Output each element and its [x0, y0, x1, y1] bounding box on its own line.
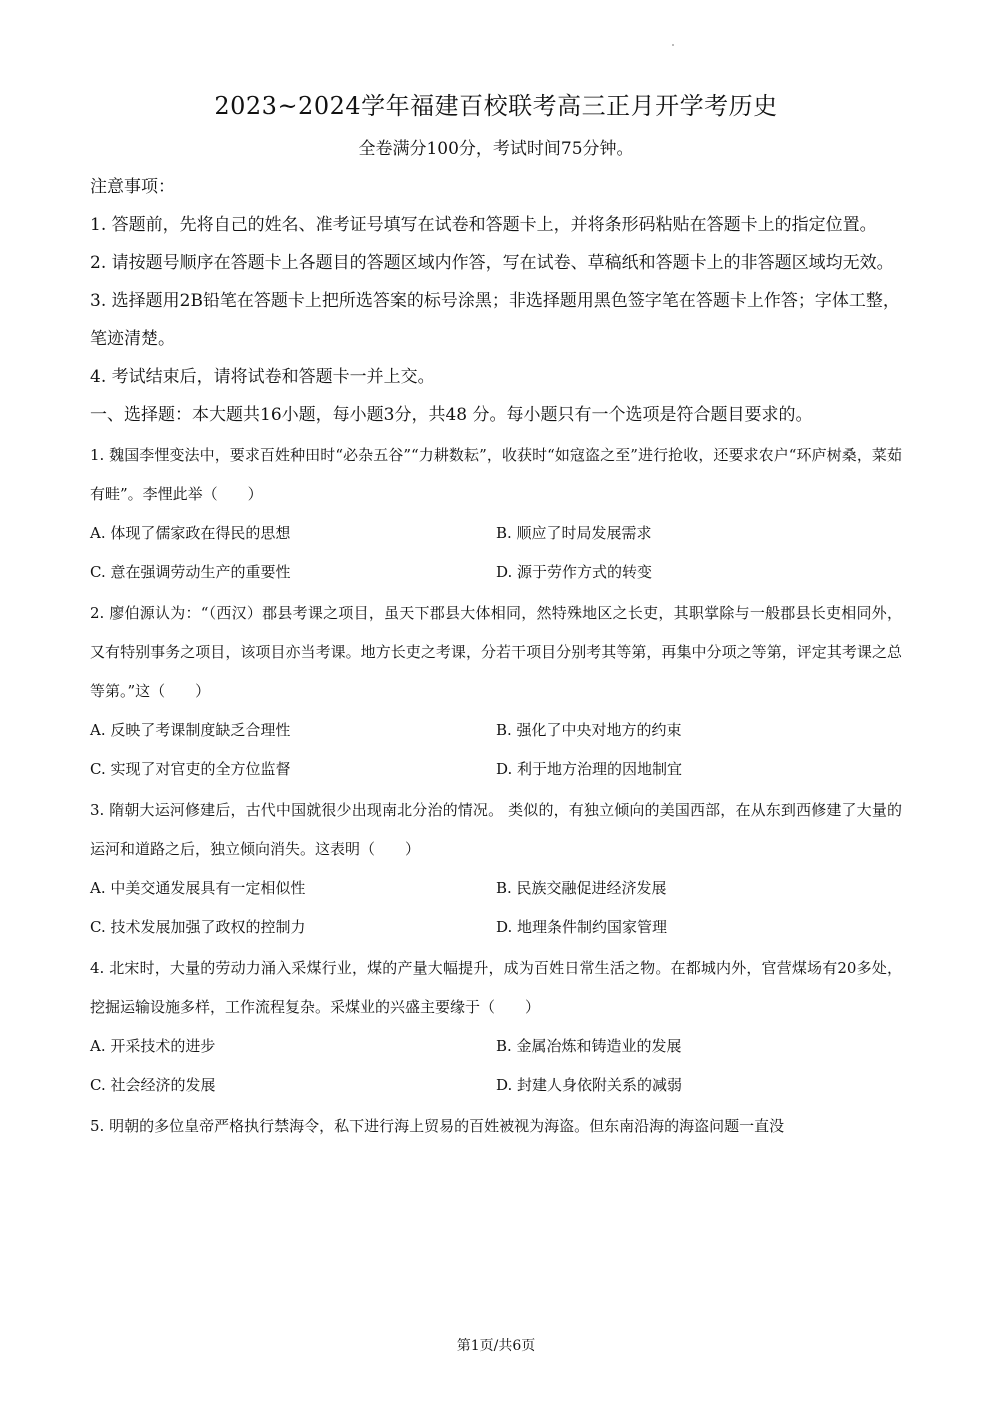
question-stem: 2. 廖伯源认为：“（西汉）郡县考课之项目，虽天下郡县大体相同，然特殊地区之长吏，其职掌除与一般郡县长吏相同外，又有特别事务之项目，该项目亦当考课。地方长吏之考课，分若干项目分别考其等第，再集中分项之等第，评定其考课之总等第。”这（ ）	[90, 604, 902, 700]
exam-content	[90, 172, 902, 1146]
option-c: C. 实现了对官吏的全方位监督	[90, 760, 291, 778]
question-stem: 5. 明朝的多位皇帝严格执行禁海令，私下进行海上贸易的百姓被视为海盗。但东南沿海的海盗问题一直没	[90, 1117, 785, 1135]
option-d: D. 利于地方治理的因地制宜	[496, 760, 683, 778]
option-d: D. 地理条件制约国家管理	[496, 918, 668, 936]
question-3	[90, 791, 902, 947]
scan-speck	[672, 44, 674, 46]
notice-heading: 注意事项：	[90, 177, 175, 197]
exam-subtitle: 全卷满分100分，考试时间75分钟。	[358, 139, 634, 159]
option-list	[90, 711, 902, 789]
option-c: C. 意在强调劳动生产的重要性	[90, 563, 291, 581]
notice-item-4: 4. 考试结束后，请将试卷和答题卡一并上交。	[90, 367, 435, 387]
option-c: C. 社会经济的发展	[90, 1076, 216, 1094]
question-stem: 4. 北宋时，大量的劳动力涌入采煤行业，煤的产量大幅提升，成为百姓日常生活之物。在都城内外，官营煤场有20多处，挖掘运输设施多样，工作流程复杂。采煤业的兴盛主要缘于（ ）	[90, 959, 902, 1016]
question-2	[90, 594, 902, 789]
option-b: B. 顺应了时局发展需求	[496, 524, 652, 542]
option-a: A. 体现了儒家政在得民的思想	[90, 524, 291, 542]
question-1	[90, 436, 902, 592]
section-heading: 一、选择题：本大题共16小题，每小题3分，共48 分。每小题只有一个选项是符合题目要求的。	[90, 405, 813, 425]
option-list	[90, 869, 902, 947]
question-stem: 1. 魏国李悝变法中，要求百姓种田时“必杂五谷”“力耕数耘”，收获时“如寇盗之至”进行抢收，还要求农户“环庐树桑，菜茹有畦”。李悝此举（ ）	[90, 446, 902, 503]
option-c: C. 技术发展加强了政权的控制力	[90, 918, 306, 936]
option-list	[90, 1027, 902, 1105]
question-4	[90, 949, 902, 1105]
option-b: B. 强化了中央对地方的约束	[496, 721, 682, 739]
page-number: 第1页/共6页	[456, 1338, 536, 1354]
option-b: B. 金属冶炼和铸造业的发展	[496, 1037, 682, 1055]
option-a: A. 中美交通发展具有一定相似性	[90, 879, 306, 897]
option-b: B. 民族交融促进经济发展	[496, 879, 667, 897]
option-d: D. 封建人身依附关系的减弱	[496, 1076, 683, 1094]
exam-title: 2023~2024学年福建百校联考高三正月开学考历史	[214, 92, 778, 120]
notice-item-1: 1. 答题前，先将自己的姓名、准考证号填写在试卷和答题卡上，并将条形码粘贴在答题卡上的指定位置。	[90, 215, 877, 235]
question-5	[90, 1107, 902, 1146]
option-a: A. 开采技术的进步	[90, 1037, 216, 1055]
notice-item-3: 3. 选择题用2B铅笔在答题卡上把所选答案的标号涂黑；非选择题用黑色签字笔在答题卡上作答；字体工整，笔迹清楚。	[90, 291, 900, 349]
question-stem: 3. 隋朝大运河修建后，古代中国就很少出现南北分治的情况。 类似的，有独立倾向的美国西部，在从东到西修建了大量的运河和道路之后，独立倾向消失。这表明（ ）	[90, 801, 902, 858]
option-list	[90, 514, 902, 592]
option-d: D. 源于劳作方式的转变	[496, 563, 653, 581]
option-a: A. 反映了考课制度缺乏合理性	[90, 721, 291, 739]
notice-item-2: 2. 请按题号顺序在答题卡上各题目的答题区域内作答，写在试卷、草稿纸和答题卡上的非答题区域均无效。	[90, 253, 894, 273]
